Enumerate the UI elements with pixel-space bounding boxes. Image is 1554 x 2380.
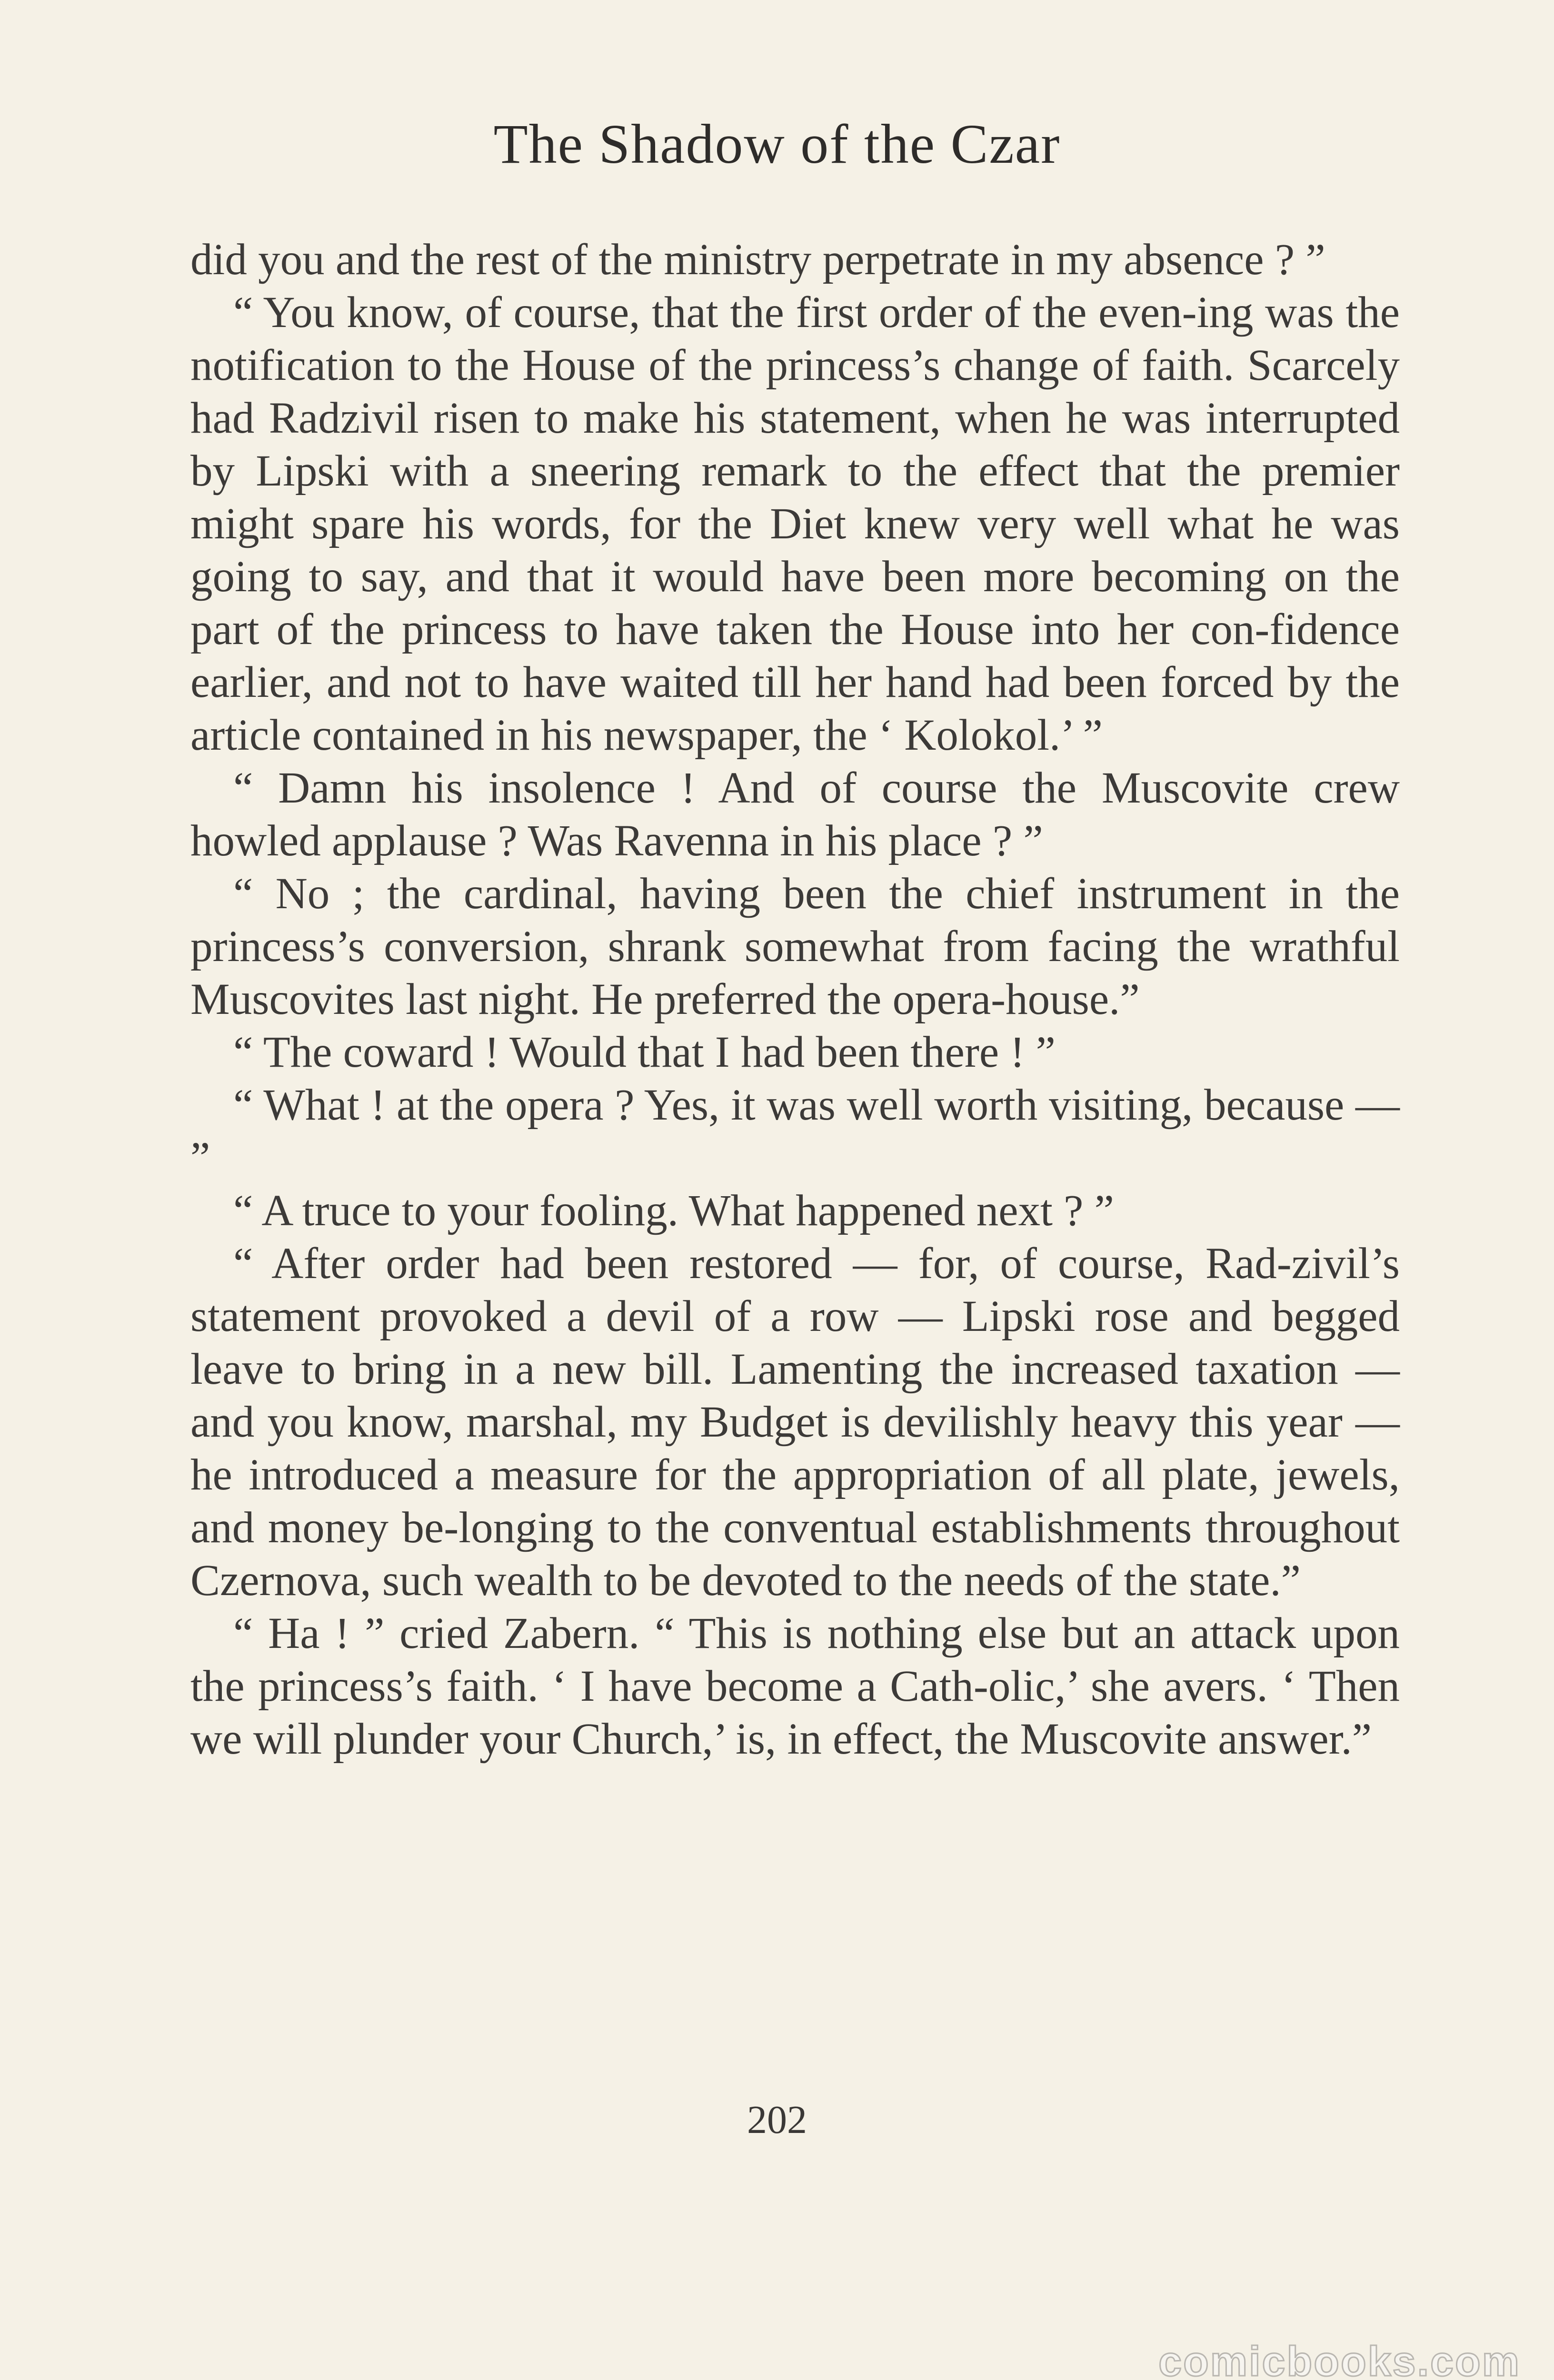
- paragraph: “ What ! at the opera ? Yes, it was well worth visiting, because — ”: [190, 1081, 1400, 1182]
- watermark-logo: comicbooks.com: [1158, 2338, 1521, 2380]
- page-number: 202: [747, 2098, 807, 2142]
- paragraph: “ After order had been restored — for, of course, Rad-zivil’s statement provoked a devil of a row — Lipski rose and begged leave to bring in a new bill. Lamenting the increased taxation — and you know, marshal, my Budget is devilishly heavy this year — he introduced a measure for the appropriation of all plate, jewels, and money be-longing to the conventual establishments throughout Czernova, such wealth to be devoted to the needs of the state.”: [190, 1239, 1400, 1605]
- body-text: [190, 233, 1400, 1765]
- paragraph: “ Damn his insolence ! And of course the Muscovite crew howled applause ? Was Ravenna in his place ? ”: [190, 764, 1400, 865]
- running-title: The Shadow of the Czar: [493, 113, 1061, 175]
- paragraph: “ Ha ! ” cried Zabern. “ This is nothing else but an attack upon the princess’s faith. ‘ I have become a Cath-olic,’ she avers. ‘ Then we will plunder your Church,’ is, in effect, the Muscovite answer.”: [190, 1609, 1400, 1764]
- paragraph: “ A truce to your fooling. What happened next ? ”: [233, 1186, 1114, 1235]
- paragraph: “ You know, of course, that the first order of the even-ing was the notification to the House of the princess’s change of faith. Scarcely had Radzivil risen to make his statement, when he was interrupted by Lipski with a sneering remark to the effect that the premier might spare his words, for the Diet knew very well what he was going to say, and that it would have been more becoming on the part of the princess to have taken the House into her con-fidence earlier, and not to have waited till her hand had been forced by the article contained in his newspaper, the ‘ Kolokol.’ ”: [190, 288, 1400, 760]
- paragraph: “ No ; the cardinal, having been the chief instrument in the princess’s conversion, shrank somewhat from facing the wrathful Muscovites last night. He preferred the opera-house.”: [190, 869, 1400, 1024]
- paragraph: did you and the rest of the ministry perpetrate in my absence ? ”: [190, 235, 1325, 284]
- paragraph: “ The coward ! Would that I had been there ! ”: [233, 1028, 1056, 1077]
